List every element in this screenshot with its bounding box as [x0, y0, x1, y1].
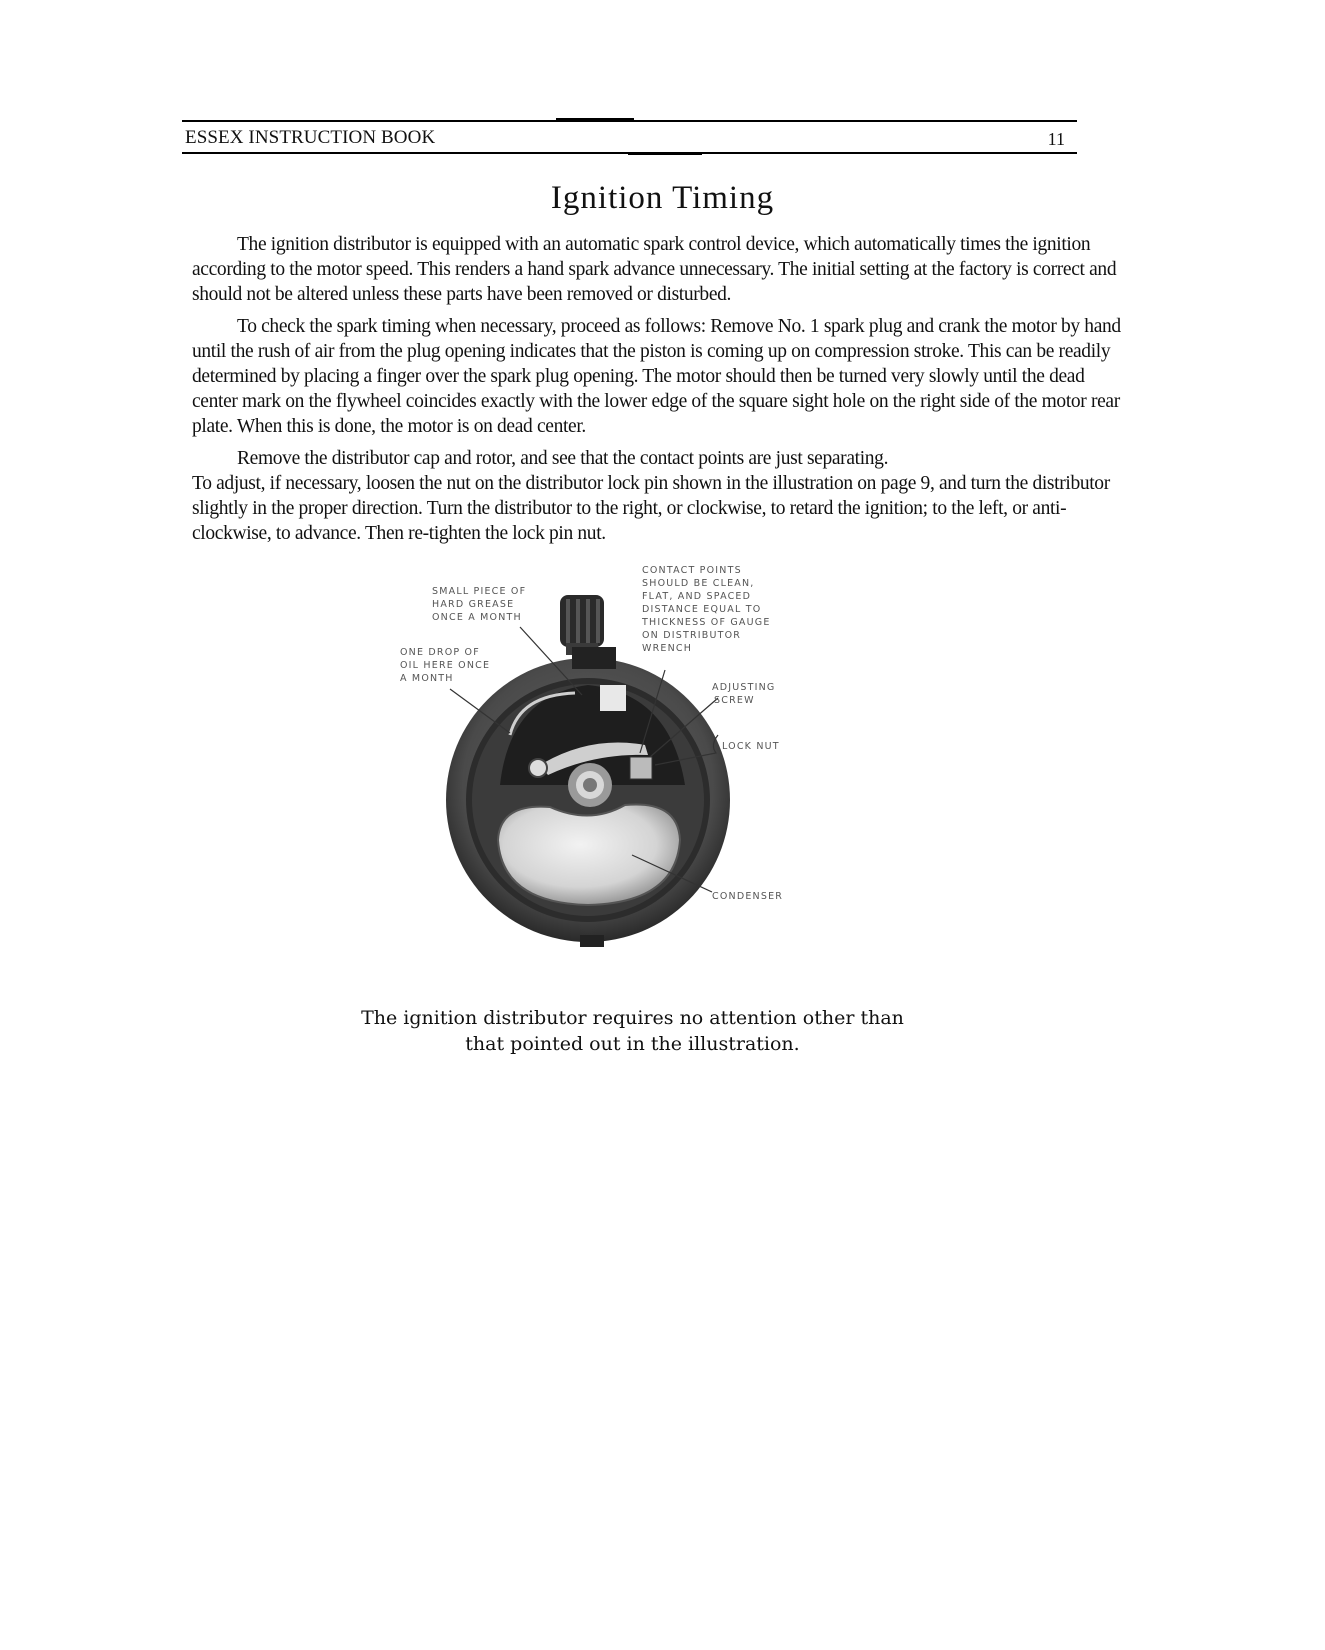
- paragraph: To check the spark timing when necessary, proceed as follows: Remove No. 1 spark plug and crank the motor by hand until the rush of air from the plug opening indicates that the piston is coming up on compression stroke. This can be readily determined by placing a finger over the spark plug opening. The motor should then be turned very slowly until the dead center mark on the flywheel coincides exactly with the lower edge of the square sight hole on the right side of the motor rear plate. When this is done, the motor is on dead center.: [192, 316, 1121, 437]
- cam-block: [600, 685, 626, 711]
- label-oil: OIL HERE ONCE: [400, 660, 491, 671]
- label-contact-points: CONTACT POINTS: [642, 565, 742, 576]
- paragraph: The ignition distributor is equipped with an automatic spark control device, which automatically times the ignition according to the motor speed. This renders a hand spark advance unnecessary. The initial setting at the factory is correct and should not be altered unless these parts have been removed or disturbed.: [192, 234, 1117, 305]
- label-contact-points: THICKNESS OF GAUGE: [642, 617, 771, 628]
- caption-line: that pointed out in the illustration.: [465, 1033, 800, 1055]
- paragraph: To adjust, if necessary, loosen the nut on the distributor lock pin shown in the illustration on page 9, and turn the distributor slightly in the proper direction. Turn the distributor to the right, or clockwise, to retard the ignition; to the left, or anti-clockwise, to advance. Then re-tighten the lock pin nut.: [192, 473, 1110, 544]
- page-number: 11: [1047, 129, 1065, 149]
- label-grease: HARD GREASE: [432, 599, 515, 610]
- paragraph: Remove the distributor cap and rotor, and see that the contact points are just separating.: [237, 448, 889, 469]
- label-grease: SMALL PIECE OF: [432, 586, 527, 597]
- label-contact-points: DISTANCE EQUAL TO: [642, 604, 762, 615]
- label-adjusting-screw: SCREW: [714, 695, 755, 706]
- label-adjusting-screw: ADJUSTING: [712, 682, 776, 693]
- label-grease: ONCE A MONTH: [432, 612, 522, 623]
- label-condenser: CONDENSER: [712, 891, 784, 902]
- body-text: [192, 232, 1132, 553]
- label-contact-points: WRENCH: [642, 643, 693, 654]
- header-rule-mark: [628, 153, 702, 155]
- header-rule-mark: [556, 118, 634, 120]
- caption-line: The ignition distributor requires no attention other than: [361, 1007, 904, 1029]
- distributor-drawing: [400, 565, 840, 975]
- book-title: ESSEX INSTRUCTION BOOK: [185, 127, 436, 148]
- label-oil: A MONTH: [400, 673, 454, 684]
- label-contact-points: SHOULD BE CLEAN,: [642, 578, 755, 589]
- section-heading: Ignition Timing: [550, 180, 775, 216]
- label-contact-points: ON DISTRIBUTOR: [642, 630, 742, 641]
- label-contact-points: FLAT, AND SPACED: [642, 591, 752, 602]
- distributor-illustration: [400, 565, 840, 975]
- label-oil: ONE DROP OF: [400, 647, 480, 658]
- condenser: [498, 804, 680, 905]
- running-header: [182, 120, 1077, 154]
- label-lock-nut: LOCK NUT: [722, 741, 780, 752]
- figure-caption: [0, 1005, 1265, 1057]
